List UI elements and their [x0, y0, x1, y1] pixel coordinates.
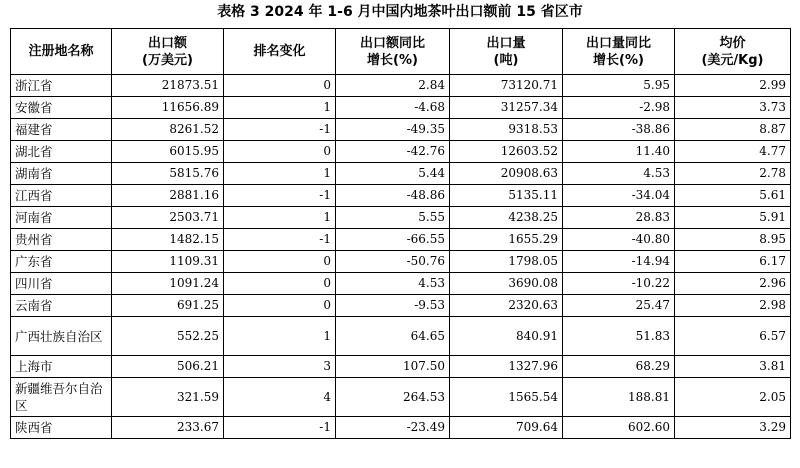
cell-volume-yoy: -40.80 [563, 229, 675, 251]
cell-value-yoy: -9.53 [336, 295, 450, 317]
table-row [11, 378, 791, 417]
cell-rank-change: 0 [224, 141, 336, 163]
cell-volume-yoy: 602.60 [563, 417, 675, 439]
cell-value-yoy: 264.53 [336, 378, 450, 417]
tea-export-table [10, 28, 791, 439]
header-rank-change-line1: 排名变化 [253, 44, 306, 59]
header-value-yoy-line2: 增长(%) [367, 52, 418, 68]
cell-rank-change: -1 [224, 119, 336, 141]
header-volume-yoy-line2: 增长(%) [593, 52, 644, 68]
header-volume-line2: (吨) [493, 52, 519, 68]
cell-rank-change: 0 [224, 251, 336, 273]
cell-rank-change: 3 [224, 356, 336, 378]
table-row [11, 295, 791, 317]
cell-export-value: 21873.51 [112, 75, 224, 97]
cell-volume-yoy: 25.47 [563, 295, 675, 317]
table-row [11, 207, 791, 229]
cell-region: 四川省 [11, 273, 112, 295]
cell-volume: 12603.52 [450, 141, 563, 163]
header-avg-price [675, 29, 791, 75]
cell-avg-price: 3.29 [675, 417, 791, 439]
cell-volume: 4238.25 [450, 207, 563, 229]
cell-region: 湖南省 [11, 163, 112, 185]
table-row [11, 251, 791, 273]
table-title: 表格 3 2024 年 1-6 月中国内地茶叶出口额前 15 省区市 [217, 4, 583, 20]
cell-export-value: 233.67 [112, 417, 224, 439]
cell-volume: 3690.08 [450, 273, 563, 295]
cell-volume-yoy: -10.22 [563, 273, 675, 295]
table-row [11, 356, 791, 378]
cell-region: 广东省 [11, 251, 112, 273]
cell-export-value: 2881.16 [112, 185, 224, 207]
cell-region: 安徽省 [11, 97, 112, 119]
table-body [11, 75, 791, 439]
cell-value-yoy: 64.65 [336, 317, 450, 356]
cell-export-value: 1091.24 [112, 273, 224, 295]
cell-volume-yoy: 68.29 [563, 356, 675, 378]
header-row [11, 29, 791, 75]
cell-avg-price: 5.61 [675, 185, 791, 207]
cell-export-value: 5815.76 [112, 163, 224, 185]
cell-volume-yoy: 4.53 [563, 163, 675, 185]
cell-volume: 709.64 [450, 417, 563, 439]
cell-export-value: 691.25 [112, 295, 224, 317]
table-row [11, 97, 791, 119]
table-row [11, 119, 791, 141]
cell-value-yoy: 4.53 [336, 273, 450, 295]
cell-avg-price: 2.98 [675, 295, 791, 317]
cell-value-yoy: -4.68 [336, 97, 450, 119]
table-row [11, 317, 791, 356]
cell-volume: 1655.29 [450, 229, 563, 251]
cell-export-value: 1482.15 [112, 229, 224, 251]
cell-export-value: 2503.71 [112, 207, 224, 229]
cell-avg-price: 2.99 [675, 75, 791, 97]
header-export-value [112, 29, 224, 75]
cell-value-yoy: 2.84 [336, 75, 450, 97]
cell-avg-price: 8.95 [675, 229, 791, 251]
table-row [11, 75, 791, 97]
cell-region: 新疆维吾尔自治区 [11, 378, 112, 417]
cell-volume: 1798.05 [450, 251, 563, 273]
cell-value-yoy: -50.76 [336, 251, 450, 273]
cell-export-value: 552.25 [112, 317, 224, 356]
header-avg-price-line2: (美元/Kg) [701, 52, 764, 68]
header-avg-price-line1: 均价 [719, 35, 746, 51]
cell-volume-yoy: 188.81 [563, 378, 675, 417]
cell-rank-change: 1 [224, 207, 336, 229]
cell-volume: 840.91 [450, 317, 563, 356]
header-export-value-line2: (万美元) [142, 52, 193, 68]
cell-export-value: 11656.89 [112, 97, 224, 119]
header-rank-change [224, 29, 336, 75]
cell-volume: 5135.11 [450, 185, 563, 207]
cell-value-yoy: -23.49 [336, 417, 450, 439]
cell-volume-yoy: -34.04 [563, 185, 675, 207]
cell-rank-change: 1 [224, 317, 336, 356]
cell-rank-change: 4 [224, 378, 336, 417]
cell-region: 云南省 [11, 295, 112, 317]
cell-volume-yoy: -2.98 [563, 97, 675, 119]
cell-rank-change: 0 [224, 75, 336, 97]
cell-value-yoy: 107.50 [336, 356, 450, 378]
cell-export-value: 1109.31 [112, 251, 224, 273]
header-region [11, 29, 112, 75]
cell-volume: 31257.34 [450, 97, 563, 119]
cell-volume-yoy: -38.86 [563, 119, 675, 141]
cell-value-yoy: -66.55 [336, 229, 450, 251]
cell-avg-price: 8.87 [675, 119, 791, 141]
table-row [11, 273, 791, 295]
cell-avg-price: 2.96 [675, 273, 791, 295]
header-region-line1: 注册地名称 [28, 44, 94, 59]
header-volume-yoy-line1: 出口量同比 [585, 35, 651, 51]
cell-avg-price: 5.91 [675, 207, 791, 229]
cell-value-yoy: -49.35 [336, 119, 450, 141]
cell-value-yoy: 5.44 [336, 163, 450, 185]
cell-volume: 1327.96 [450, 356, 563, 378]
cell-region: 福建省 [11, 119, 112, 141]
cell-value-yoy: -42.76 [336, 141, 450, 163]
cell-region: 湖北省 [11, 141, 112, 163]
cell-region: 贵州省 [11, 229, 112, 251]
cell-rank-change: 0 [224, 295, 336, 317]
header-volume-yoy [563, 29, 675, 75]
cell-rank-change: -1 [224, 229, 336, 251]
cell-export-value: 6015.95 [112, 141, 224, 163]
cell-volume-yoy: 28.83 [563, 207, 675, 229]
header-value-yoy-line1: 出口额同比 [359, 35, 425, 51]
cell-region: 浙江省 [11, 75, 112, 97]
header-value-yoy [336, 29, 450, 75]
cell-export-value: 506.21 [112, 356, 224, 378]
table-row [11, 229, 791, 251]
cell-volume-yoy: 51.83 [563, 317, 675, 356]
cell-value-yoy: 5.55 [336, 207, 450, 229]
cell-rank-change: 1 [224, 97, 336, 119]
cell-rank-change: -1 [224, 185, 336, 207]
cell-volume-yoy: 11.40 [563, 141, 675, 163]
cell-region: 广西壮族自治区 [11, 317, 112, 356]
table-row [11, 417, 791, 439]
cell-volume: 9318.53 [450, 119, 563, 141]
cell-export-value: 321.59 [112, 378, 224, 417]
cell-avg-price: 3.73 [675, 97, 791, 119]
cell-avg-price: 6.57 [675, 317, 791, 356]
cell-avg-price: 3.81 [675, 356, 791, 378]
cell-avg-price: 2.05 [675, 378, 791, 417]
cell-rank-change: 1 [224, 163, 336, 185]
cell-region: 江西省 [11, 185, 112, 207]
cell-volume-yoy: -14.94 [563, 251, 675, 273]
cell-avg-price: 6.17 [675, 251, 791, 273]
cell-avg-price: 2.78 [675, 163, 791, 185]
cell-region: 上海市 [11, 356, 112, 378]
table-row [11, 141, 791, 163]
cell-rank-change: -1 [224, 417, 336, 439]
cell-region: 陕西省 [11, 417, 112, 439]
header-volume-line1: 出口量 [486, 35, 526, 51]
table-row [11, 185, 791, 207]
cell-volume: 2320.63 [450, 295, 563, 317]
cell-volume-yoy: 5.95 [563, 75, 675, 97]
cell-value-yoy: -48.86 [336, 185, 450, 207]
cell-avg-price: 4.77 [675, 141, 791, 163]
cell-export-value: 8261.52 [112, 119, 224, 141]
cell-volume: 20908.63 [450, 163, 563, 185]
table-row [11, 163, 791, 185]
header-volume [450, 29, 563, 75]
cell-volume: 73120.71 [450, 75, 563, 97]
cell-region: 河南省 [11, 207, 112, 229]
header-export-value-line1: 出口额 [147, 35, 187, 51]
cell-rank-change: 0 [224, 273, 336, 295]
cell-volume: 1565.54 [450, 378, 563, 417]
